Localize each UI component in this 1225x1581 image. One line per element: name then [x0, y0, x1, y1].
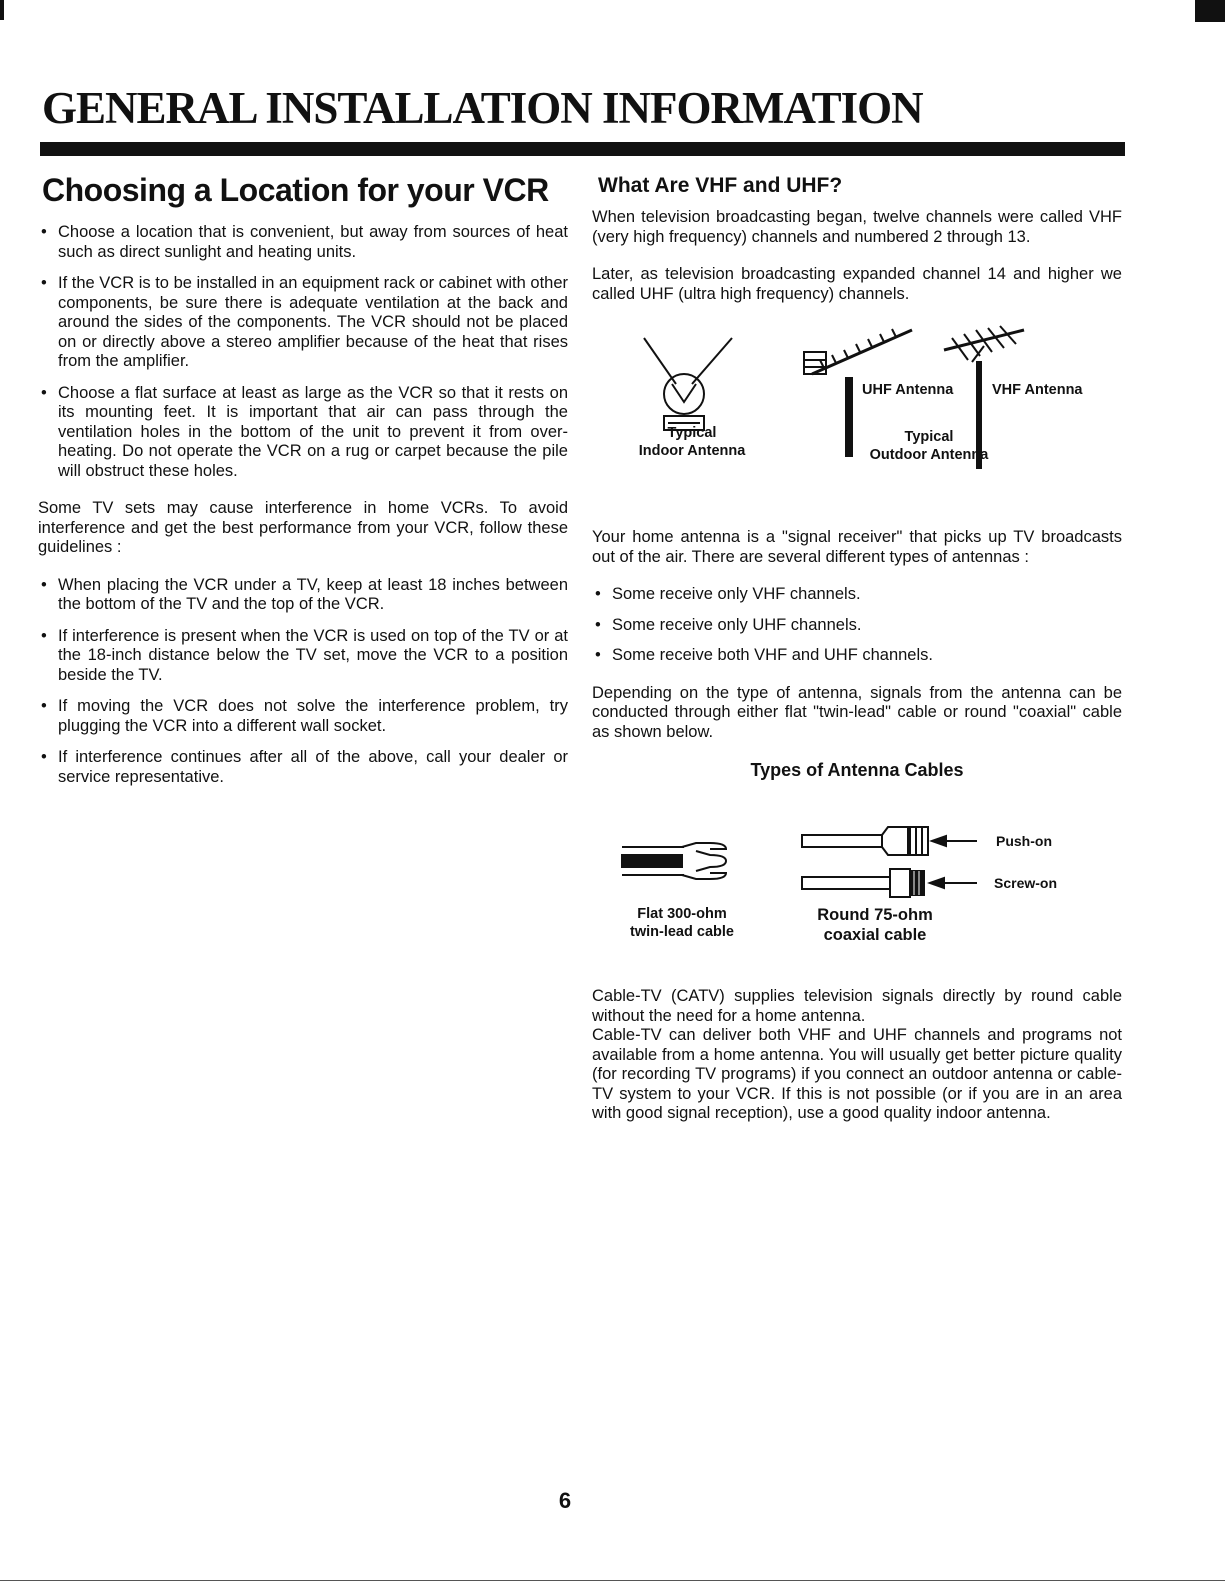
page-title: GENERAL INSTALLATION INFORMATION	[42, 83, 923, 133]
location-bullet: • Choose a flat surface at least as large as the VCR so that it rests on its mounting feet. It is important that air can pass through the ventilation holes in the bottom of the unit to prevent it from over-heating. Do not operate the VCR on a rug or carpet because the pile will obstruct these holes.	[38, 384, 568, 482]
indoor-antenna-drawing	[644, 338, 732, 430]
catv-details-paragraph: Cable-TV can deliver both VHF and UHF channels and programs not available from a home antenna. You will usually get better picture quality (for recording TV programs) if you connect an outdoor antenna or cable-TV system to your VCR. If this is not possible (or if you are in an area with good signal reception), use a good quality indoor antenna.	[592, 1026, 1122, 1122]
antenna-type-item: • Some receive only VHF channels.	[592, 585, 1122, 605]
push-on-label: Push-on	[996, 833, 1052, 849]
antenna-type-item: • Some receive only UHF channels.	[592, 616, 1122, 636]
cable-figure	[592, 793, 1122, 973]
interference-bullet-list	[38, 576, 568, 788]
location-heading: Choosing a Location for your VCR	[42, 172, 549, 208]
interference-bullet: • If interference continues after all of the above, call your dealer or service representative.	[38, 748, 568, 787]
location-bullet: • Choose a location that is convenient, but away from sources of heat such as direct sunlight and heating units.	[38, 223, 568, 262]
signal-receiver-paragraph: Your home antenna is a "signal receiver" that picks up TV broadcasts out of the air. There are several different types of antennas :	[592, 528, 1122, 566]
location-bullet: • If the VCR is to be installed in an equipment rack or cabinet with other components, be sure there is adequate ventilation at the back and around the sides of the components. The VCR should not be placed on or directly above a stereo amplifier because of the heat that rises from the amplifier.	[38, 274, 568, 372]
interference-intro: Some TV sets may cause interference in home VCRs. To avoid interference and get the best performance from your VCR, follow these guidelines :	[38, 499, 568, 556]
title-rule	[40, 142, 1125, 156]
vhf-antenna-label: VHF Antenna	[992, 382, 1083, 398]
page-number: 6	[558, 1488, 572, 1513]
antenna-type-item: • Some receive both VHF and UHF channels.	[592, 646, 1122, 666]
cable-types-title: Types of Antenna Cables	[750, 760, 964, 780]
screw-on-label: Screw-on	[994, 875, 1058, 891]
vhf-uhf-heading: What Are VHF and UHF?	[598, 174, 843, 197]
antenna-illustration	[592, 322, 1122, 512]
interference-bullet: • When placing the VCR under a TV, keep at least 18 inches between the bottom of the TV and the top of the VCR.	[38, 576, 568, 615]
scan-corner-mark	[1195, 0, 1225, 22]
outdoor-antenna-caption: Typical Outdoor Antenna	[869, 429, 989, 463]
uhf-paragraph: Later, as television broadcasting expanded channel 14 and higher we called UHF (ultra high frequency) channels.	[592, 265, 1122, 303]
vhf-paragraph: When television broadcasting began, twelve channels were called VHF (very high frequency) channels and numbered 2 through 13.	[592, 208, 1122, 246]
interference-bullet: • If interference is present when the VCR is used on top of the TV or at the 18-inch distance below the TV set, move the VCR to a position beside the TV.	[38, 627, 568, 686]
cable-paragraph: Depending on the type of antenna, signals from the antenna can be conducted through either flat "twin-lead" cable or round "coaxial" cable as shown below.	[592, 683, 1122, 741]
twin-lead-cable-drawing	[622, 843, 726, 879]
round-cable-caption: Round 75-ohm coaxial cable	[817, 906, 933, 944]
push-on-connector-drawing	[802, 827, 977, 855]
antenna-figure	[592, 322, 1122, 512]
uhf-antenna-label: UHF Antenna	[862, 382, 954, 398]
location-bullet-list	[38, 223, 568, 481]
indoor-antenna-caption: Typical Indoor Antenna	[638, 425, 746, 459]
antenna-types-list	[592, 585, 1122, 666]
flat-cable-caption: Flat 300-ohm twin-lead cable	[630, 906, 734, 940]
left-column	[38, 168, 568, 805]
interference-bullet: • If moving the VCR does not solve the interference problem, try plugging the VCR into a different wall socket.	[38, 697, 568, 736]
scan-edge-mark	[0, 0, 4, 20]
right-column	[592, 168, 1122, 1142]
catv-paragraph: Cable-TV (CATV) supplies television signals directly by round cable without the need for a home antenna.	[592, 987, 1122, 1025]
screw-on-connector-drawing	[802, 869, 977, 897]
